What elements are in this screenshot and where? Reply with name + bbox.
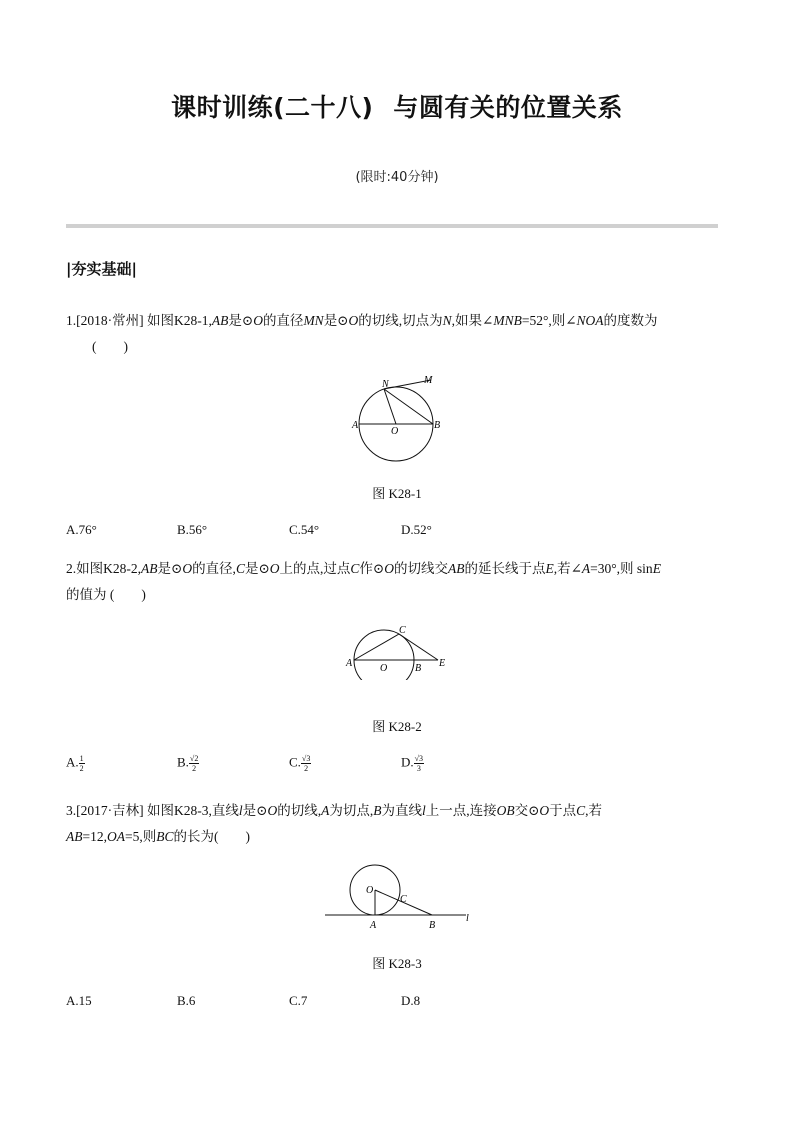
fraction: $\frac{1}{2}$ bbox=[79, 754, 84, 773]
label-a: A bbox=[370, 920, 377, 931]
time-limit: (限时:40分钟) bbox=[355, 170, 439, 185]
label-b: B bbox=[415, 663, 422, 674]
label-m: M bbox=[424, 375, 433, 386]
label-a: A bbox=[346, 658, 353, 669]
option-d[interactable]: D.8 bbox=[401, 993, 421, 1008]
label-b: B bbox=[429, 920, 436, 931]
label-o: O bbox=[380, 663, 388, 674]
option-b[interactable]: B.6 bbox=[177, 993, 196, 1008]
label-l: l bbox=[466, 913, 469, 924]
option-c[interactable]: C. $\frac{√3}{2}$ bbox=[289, 754, 311, 773]
figure-caption-k28-2: 图 K28-2 bbox=[372, 719, 422, 734]
option-b[interactable]: B. $\frac{√2}{2}$ bbox=[177, 754, 199, 773]
label-e: E bbox=[439, 658, 446, 669]
label-o: O bbox=[366, 885, 374, 896]
tangent-ce bbox=[399, 634, 438, 660]
label-b: B bbox=[434, 420, 441, 431]
title-part1: 课时训练(二十八) bbox=[171, 93, 374, 122]
page-title bbox=[0, 88, 794, 124]
label-c: C bbox=[399, 625, 406, 636]
label-o: O bbox=[391, 426, 399, 437]
fraction: $\frac{√2}{2}$ bbox=[189, 754, 199, 773]
answer-paren: ( ) bbox=[92, 339, 128, 354]
fraction: $\frac{√3}{2}$ bbox=[301, 754, 311, 773]
figure-caption-k28-3: 图 K28-3 bbox=[372, 956, 422, 971]
question-1: 1.[2018·常州] 如图K28-1,AB是⊙O的直径MN是⊙O的切线,切点为N,如果∠MNB=52°,则∠NOA的度数为 ( ) bbox=[66, 313, 658, 354]
title-part2: 与圆有关的位置关系 bbox=[393, 93, 623, 122]
fraction: $\frac{√3}{3}$ bbox=[414, 754, 424, 773]
section-heading: |夯实基础| bbox=[66, 260, 137, 278]
label-c: C bbox=[400, 894, 407, 905]
header-divider bbox=[66, 224, 718, 228]
figure-k28-2 bbox=[338, 620, 458, 680]
segment-no bbox=[384, 389, 396, 424]
option-c[interactable]: C.54° bbox=[289, 522, 320, 537]
segment-nb bbox=[384, 389, 433, 424]
figure-caption-k28-1: 图 K28-1 bbox=[372, 486, 422, 501]
segment-ac bbox=[354, 634, 399, 660]
question-3: 3.[2017·吉林] 如图K28-3,直线l是⊙O的切线,A为切点,B为直线l上一点,连接OB交⊙O于点C,若 AB=12,OA=5,则BC的长为( ) bbox=[66, 803, 603, 844]
label-n: N bbox=[382, 379, 389, 390]
figure-k28-3 bbox=[320, 860, 480, 935]
label-a: A bbox=[352, 420, 359, 431]
option-a[interactable]: A.76° bbox=[66, 522, 97, 537]
option-d[interactable]: D. $\frac{√3}{3}$ bbox=[401, 754, 424, 773]
answer-paren: ( ) bbox=[109, 587, 146, 602]
option-b[interactable]: B.56° bbox=[177, 522, 208, 537]
option-a[interactable]: A. $\frac{1}{2}$ bbox=[66, 754, 84, 773]
answer-paren: ( ) bbox=[214, 829, 251, 844]
option-d[interactable]: D.52° bbox=[401, 522, 432, 537]
option-a[interactable]: A.15 bbox=[66, 993, 92, 1008]
figure-k28-1 bbox=[340, 370, 450, 470]
option-c[interactable]: C.7 bbox=[289, 993, 308, 1008]
question-2: 2.如图K28-2,AB是⊙O的直径,C是⊙O上的点,过点C作⊙O的切线交AB的延长线于点E,若∠A=30°,则 sinE 的值为 ( ) bbox=[66, 561, 661, 602]
